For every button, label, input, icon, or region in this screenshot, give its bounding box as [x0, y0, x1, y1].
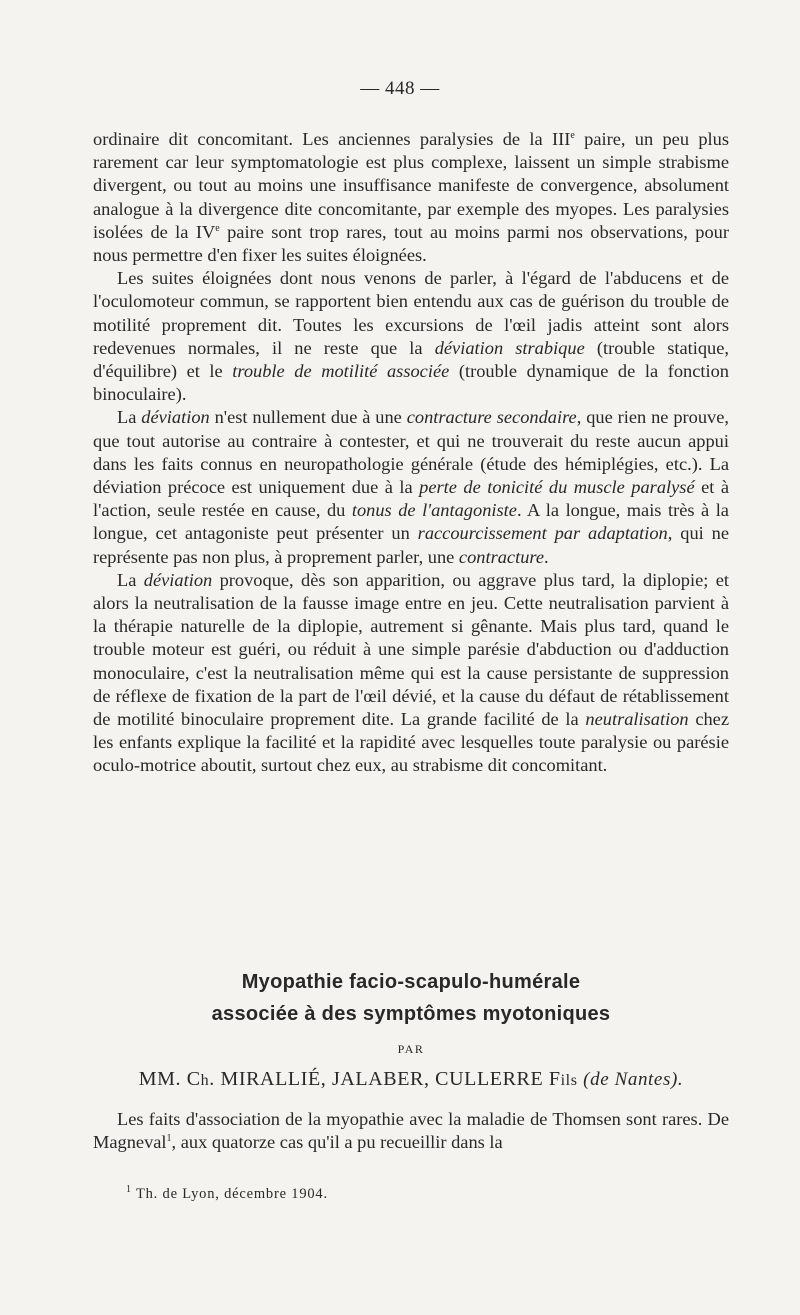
- paragraph-2: [93, 267, 729, 406]
- italic-term: neutralisation: [585, 709, 689, 730]
- paragraph-1: [93, 128, 729, 267]
- body-text: [93, 128, 729, 778]
- superscript: e: [215, 222, 220, 234]
- paragraph-4: [93, 569, 729, 778]
- italic-term: déviation strabique: [434, 337, 585, 358]
- text-run: Les suites éloignées dont nous venons de parler, à l'égard de l'abducens et de l'oculomoteur commun, se rapportent bien entendu aux cas de guérison du trouble de motilité proprement dit. Toutes les excursions de l'œil jadis atteint sont alors redevenues normales, il ne reste que la: [93, 268, 729, 358]
- text-run: paire sont trop rares, tout au moins parmi nos observations, pour nous permettre d'en fixer les suites éloignées.: [93, 221, 729, 266]
- text-run: ordinaire dit concomitant. Les anciennes paralysies de la III: [93, 129, 571, 149]
- text-run: paire, un peu plus rarement car leur symptomatologie est plus complexe, laissent un simple strabisme divergent, ou tout au moins une insuffisance manifeste de convergence, absolument analogue à la divergence dite concomitante, par exemple des myopes. Les paralysies isolées de la IV: [93, 129, 729, 242]
- author-affiliation: (de Nantes).: [583, 1069, 684, 1090]
- italic-term: déviation: [141, 407, 210, 428]
- text-run: et à l'action, seule restée en cause, du: [93, 477, 729, 521]
- italic-term: trouble de motilité associée: [232, 361, 450, 382]
- text-run: Les faits d'association de la myopathie avec la maladie de Thomsen sont rares. De Magneval: [93, 1109, 729, 1153]
- by-label: PAR: [397, 1042, 425, 1056]
- paragraph-3: [93, 406, 729, 568]
- footnote-reference: 1: [166, 1133, 172, 1145]
- footnote-text: Th. de Lyon, décembre 1904.: [131, 1186, 328, 1202]
- author-text-smallcaps: ils: [560, 1072, 578, 1089]
- italic-term: perte de tonicité du muscle paralysé: [419, 477, 695, 498]
- text-run: La: [117, 569, 144, 590]
- article-intro-paragraph: [93, 1108, 729, 1154]
- italic-term: contracture secondaire: [406, 407, 577, 428]
- article-header: [93, 966, 729, 1096]
- article-authors: [93, 1064, 729, 1096]
- text-run: , qui ne représente pas non plus, à proprement parler, une: [93, 523, 729, 567]
- text-run: , aux quatorze cas qu'il a pu recueillir dans la: [171, 1132, 503, 1153]
- page-number: — 448 —: [360, 78, 440, 99]
- article-title-line-2: associée à des symptômes myotoniques: [211, 1003, 611, 1025]
- text-run: La: [117, 407, 142, 428]
- text-run: , que rien ne prouve, que tout autorise au contraire à contester, et qui ne trouverait du reste aucun appui dans les faits connus en neuropathologie générale (étude des hémiplégies, etc.). La déviation précoce est uniquement due à la: [93, 407, 729, 498]
- text-run: . A la longue, mais très à la longue, cet antagoniste peut présenter un: [93, 500, 729, 544]
- italic-term: tonus de l'antagoniste: [351, 500, 517, 521]
- article-title-line-1: Myopathie facio-scapulo-humérale: [241, 971, 581, 993]
- text-run: chez les enfants explique la facilité et la rapidité avec lesquelles toute paralysie ou parésie oculo-motrice aboutit, surtout chez eux, au strabisme dit concomitant.: [93, 709, 729, 776]
- italic-term: déviation: [143, 569, 213, 590]
- author-text: . MIRALLIÉ, JALABER, CULLERRE F: [209, 1068, 561, 1090]
- text-run: provoque, dès son apparition, ou aggrave plus tard, la diplopie; et alors la neutralisation de la fausse image entre en jeu. Cette neutralisation parvient à la thérapie naturelle de la diplopie, autrement si gênante. Mais plus tard, quand le trouble moteur est guéri, ou réduit à une simple parésie d'abduction ou d'adduction monoculaire, c'est la neutralisation même qui est la cause persistante de suppression de réflexe de fixation de la part de l'œil dévié, et la cause du défaut de rétablissement de motilité binoculaire proprement dite. La grande facilité de la: [93, 569, 729, 730]
- intro-paragraph: [93, 1108, 729, 1154]
- text-run: (trouble dynamique de la fonction binoculaire).: [93, 361, 729, 405]
- italic-term: raccourcissement par adaptation: [417, 523, 668, 544]
- text-run: .: [544, 546, 549, 567]
- author-text: MM. C: [138, 1068, 201, 1090]
- text-run: n'est nullement due à une: [209, 407, 407, 428]
- footnote-marker: 1: [126, 1184, 132, 1196]
- author-text-smallcaps: h: [200, 1072, 210, 1089]
- footnote: [126, 1186, 328, 1203]
- superscript: e: [570, 129, 575, 141]
- italic-term: contracture: [458, 546, 545, 567]
- text-run: (trouble statique, d'équilibre) et le: [93, 337, 730, 382]
